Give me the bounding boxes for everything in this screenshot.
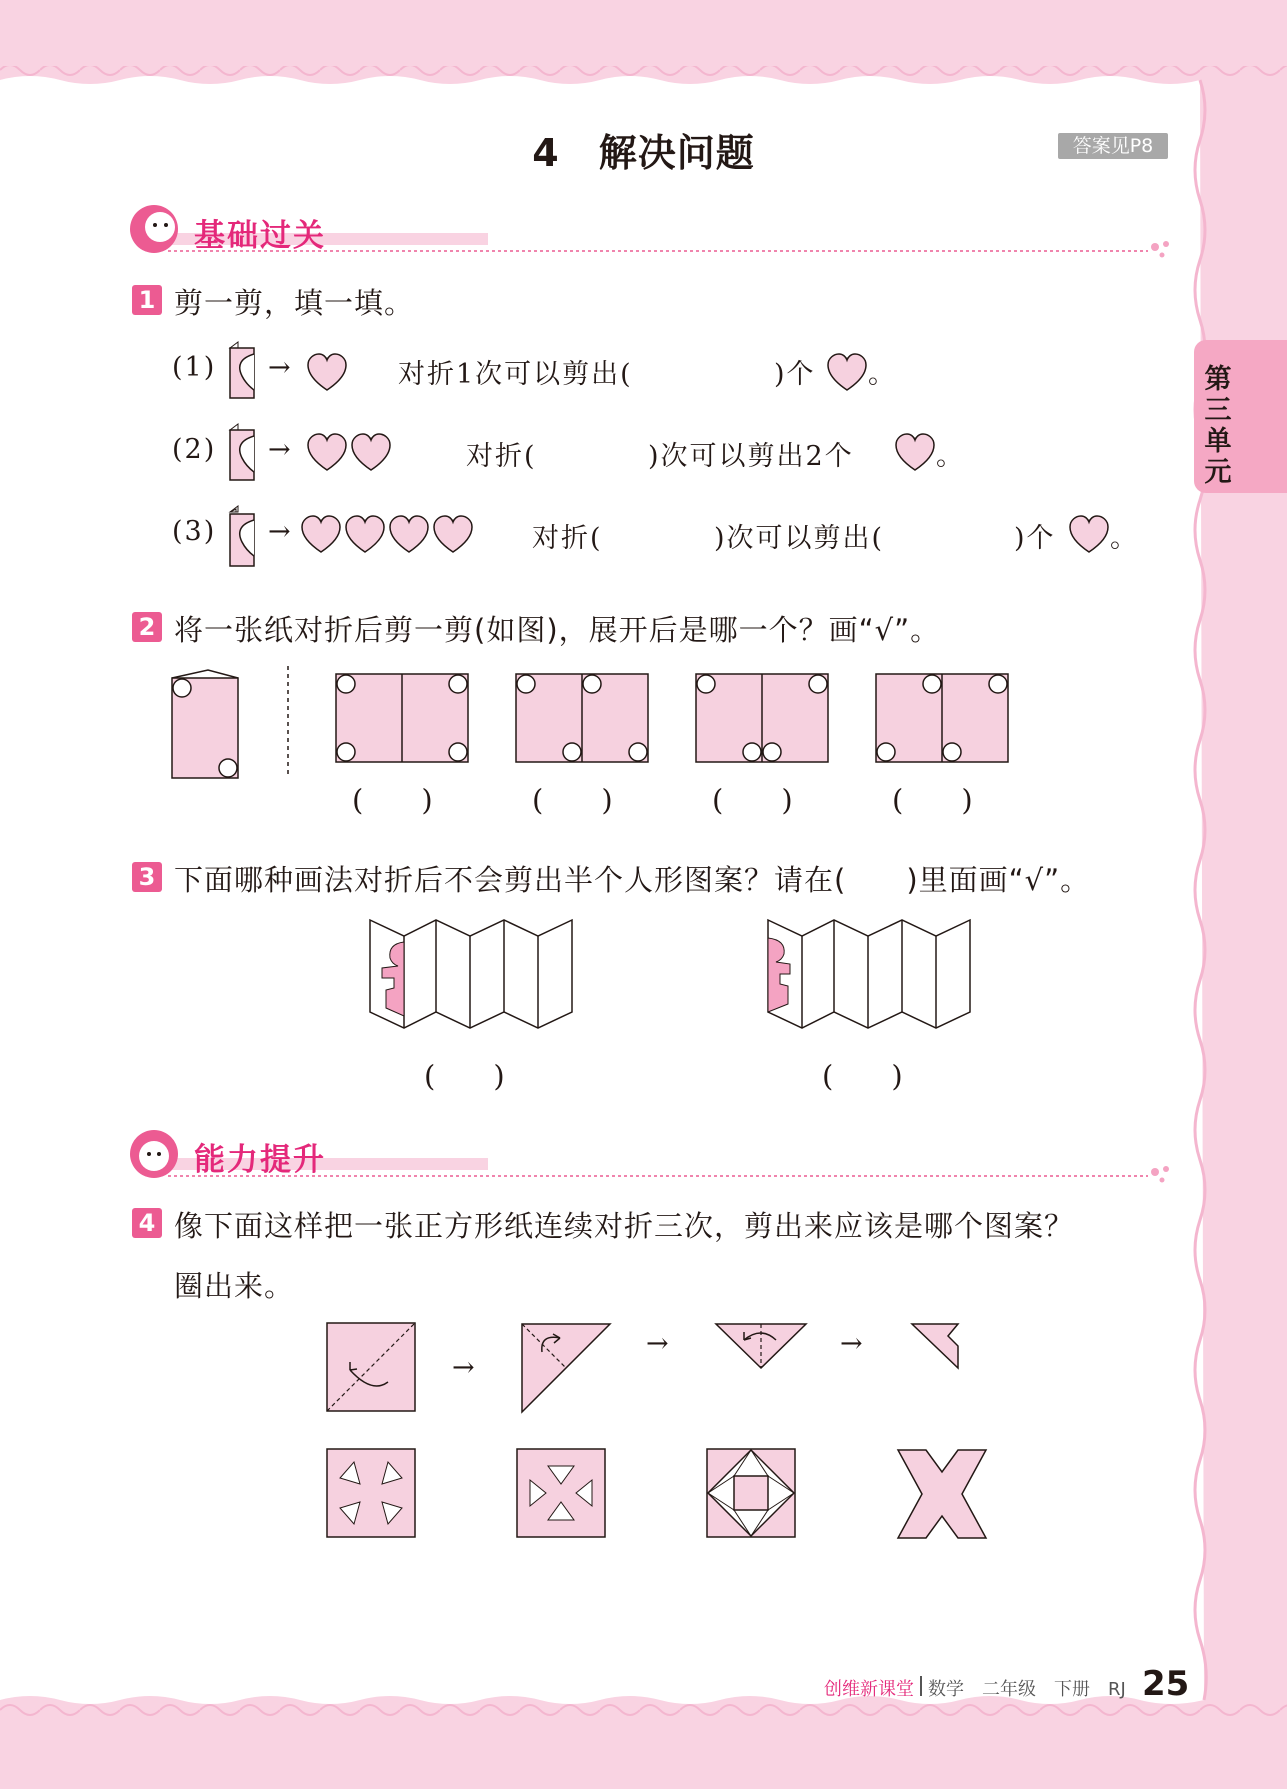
question-text: 像下面这样把一张正方形纸连续对折三次，剪出来应该是哪个图案？ xyxy=(174,1209,1075,1243)
question-text: 剪一剪，填一填。 xyxy=(174,286,415,320)
fold-step-triangle xyxy=(520,1322,614,1414)
fold-step-square xyxy=(326,1322,418,1414)
arrow: → xyxy=(268,434,293,465)
folded-paper-icon xyxy=(228,340,264,400)
question-number-badge: 4 xyxy=(132,1208,162,1238)
page-number: 25 xyxy=(1142,1664,1190,1704)
section-title-basic: 基础过关 xyxy=(194,218,326,254)
answer-blank[interactable] xyxy=(668,356,772,386)
fill-in-text: 对折( xyxy=(466,441,537,472)
unfolded-option-a[interactable] xyxy=(334,672,474,766)
answer-blank[interactable]: ( ) xyxy=(424,1059,505,1093)
footer-brand: 创维新课堂 xyxy=(824,1679,914,1700)
unfolded-option-c[interactable] xyxy=(694,672,834,766)
fill-in-text: )次可以剪出2个 xyxy=(648,441,854,472)
question-text: 将一张纸对折后剪一剪(如图)，展开后是哪一个？画“√”。 xyxy=(174,613,941,647)
answer-blank[interactable]: ( ) xyxy=(822,1059,903,1093)
unfolded-option-b[interactable] xyxy=(514,672,654,766)
page-title: 4 解决问题 xyxy=(532,131,755,175)
fold-step-cut-piece xyxy=(908,1322,962,1372)
fill-in-text: 对折1次可以剪出( xyxy=(398,359,633,390)
period: 。 xyxy=(1110,523,1139,554)
period: 。 xyxy=(936,441,965,472)
fill-in-text: )次可以剪出( xyxy=(714,523,885,554)
question-number-badge: 1 xyxy=(132,285,162,315)
heart-icon xyxy=(894,432,936,474)
section-title-advanced: 能力提升 xyxy=(194,1142,326,1178)
fill-in-text: 对折( xyxy=(532,523,603,554)
accordion-fold-option-b[interactable] xyxy=(766,912,976,1036)
accordion-fold-option-a[interactable] xyxy=(368,912,578,1036)
footer-subject-info: 数学 二年级 下册 RJ xyxy=(928,1679,1126,1700)
unfolded-option-d[interactable] xyxy=(874,672,1014,766)
answer-blank[interactable] xyxy=(612,520,714,550)
folded-paper-icon xyxy=(228,504,264,568)
sub-question-label: (3) xyxy=(172,516,217,547)
fill-in-text: )个 xyxy=(774,359,816,390)
arrow: → xyxy=(268,516,293,547)
heart-icon xyxy=(306,352,348,394)
sub-question-label: (2) xyxy=(172,434,217,465)
fill-in-text: )个 xyxy=(1014,523,1056,554)
folded-paper-icon xyxy=(228,422,264,482)
hearts-icon xyxy=(306,432,392,474)
arrow: → xyxy=(452,1352,477,1383)
answer-blank[interactable] xyxy=(548,438,648,468)
heart-icon xyxy=(826,352,868,394)
hearts-icon xyxy=(300,514,476,556)
answer-blank[interactable]: ( ) xyxy=(352,783,433,817)
question-text-continued: 圈出来。 xyxy=(174,1269,295,1303)
pattern-option-1[interactable] xyxy=(326,1448,418,1540)
folded-paper-with-circles xyxy=(168,666,308,780)
answer-reference-badge: 答案见P8 xyxy=(1058,133,1168,159)
answer-blank[interactable]: ( ) xyxy=(532,783,613,817)
arrow: → xyxy=(840,1328,865,1359)
unit-side-tab-label: 第三单元 xyxy=(1204,364,1232,488)
sub-question-label: (1) xyxy=(172,352,217,383)
question-text: 下面哪种画法对折后不会剪出半个人形图案？请在( )里面画“√”。 xyxy=(174,863,1091,897)
arrow: → xyxy=(268,352,293,383)
heart-icon xyxy=(1068,514,1110,556)
period: 。 xyxy=(868,359,897,390)
pattern-option-3[interactable] xyxy=(706,1448,798,1540)
pattern-option-4[interactable] xyxy=(896,1448,990,1540)
question-number-badge: 3 xyxy=(132,862,162,892)
answer-blank[interactable]: ( ) xyxy=(892,783,973,817)
footer-divider xyxy=(920,1676,922,1696)
arrow: → xyxy=(646,1328,671,1359)
answer-blank[interactable]: ( ) xyxy=(712,783,793,817)
question-number-badge: 2 xyxy=(132,612,162,642)
answer-blank[interactable] xyxy=(912,520,1014,550)
pattern-option-2[interactable] xyxy=(516,1448,608,1540)
fold-step-small-triangle xyxy=(714,1322,808,1372)
